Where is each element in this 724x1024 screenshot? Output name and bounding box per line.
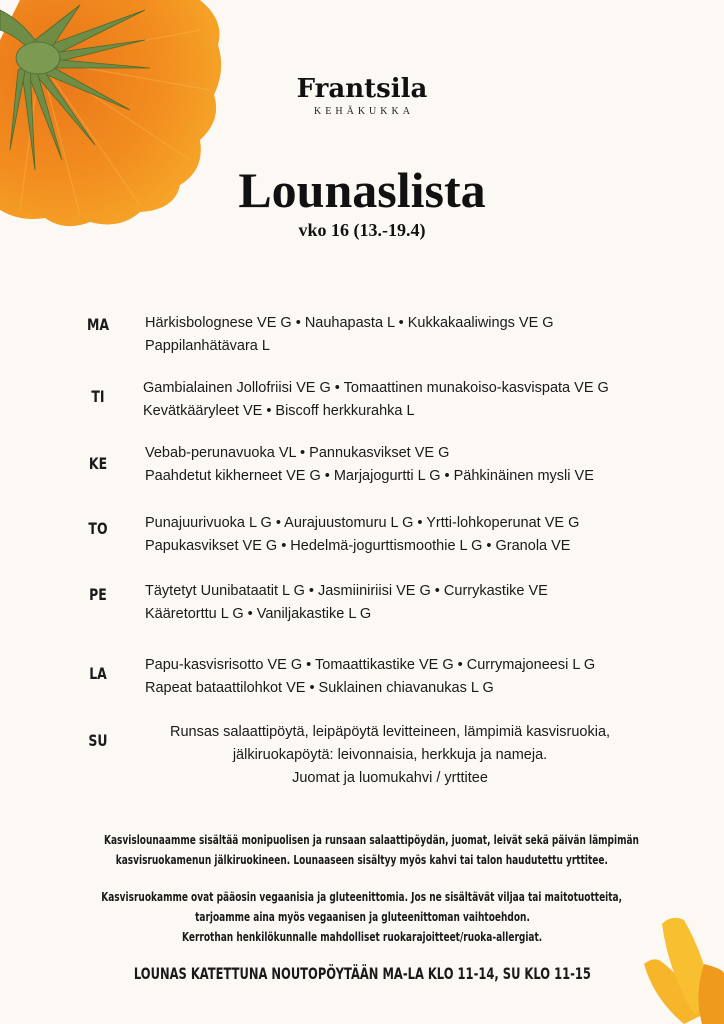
week-label: vko 16 (13.-19.4) (298, 220, 426, 240)
day-items (145, 512, 579, 558)
day-code: TO (88, 519, 108, 538)
menu-line: jälkiruokapöytä: leivonnaisia, herkkuja ja nameja. (232, 747, 548, 763)
day-items (145, 580, 548, 626)
info-line: Kasvisruokamme ovat pääosin vegaanisia ja gluteenittomia. Jos ne sisältävät viljaa tai maitotuotteita, (101, 889, 623, 904)
menu-line: Rapeat bataattilohkot VE • Suklainen chiavanukas L G (145, 680, 494, 696)
day-code: LA (89, 664, 107, 683)
info-paragraph-2 (0, 887, 724, 947)
opening-hours (0, 964, 724, 983)
info-line: kasvisruokamenun jälkiruokineen. Lounaaseen sisältyy myös kahvi tai talon haudutettu yrttitee. (115, 852, 609, 867)
brand-name: Frantsila (296, 74, 428, 104)
day-code: SU (88, 731, 108, 750)
page-title: Lounaslista (238, 162, 486, 218)
menu-line: Juomat ja luomukahvi / yrttitee (292, 770, 488, 786)
menu-line: Kääretorttu L G • Vaniljakastike L G (145, 606, 372, 622)
brand-subtitle: KEHÄKUKKA (314, 106, 414, 117)
day-items (145, 442, 594, 488)
brand-logo (0, 74, 724, 117)
day-items (145, 312, 554, 358)
menu-line: Täytetyt Uunibataatit L G • Jasmiiniriisi VE G • Currykastike VE (145, 583, 548, 599)
info-line: tarjoamme aina myös vegaanisen ja gluteenittoman vaihtoehdon. (194, 909, 530, 924)
day-code: MA (86, 315, 110, 334)
menu-line: Punajuurivuoka L G • Aurajuustomuru L G • Yrtti-lohkoperunat VE G (145, 515, 580, 531)
opening-hours-text: LOUNAS KATETTUNA NOUTOPÖYTÄÄN MA-LA KLO 11-14, SU KLO 11-15 (133, 964, 591, 983)
menu-line: Papukasvikset VE G • Hedelmä-jogurttismoothie L G • Granola VE (145, 538, 571, 554)
menu-line: Runsas salaattipöytä, leipäpöytä levitteineen, lämpimiä kasvisruokia, (169, 724, 611, 740)
menu-line: Gambialainen Jollofriisi VE G • Tomaattinen munakoiso-kasvispata VE G (143, 380, 609, 396)
info-line: Kasvislounaamme sisältää monipuolisen ja runsaan salaattipöydän, juomat, leivät sekä päivän lämpimän (104, 832, 639, 847)
day-code: TI (91, 387, 105, 406)
menu-line: Härkisbolognese VE G • Nauhapasta L • Kukkakaaliwings VE G (145, 315, 554, 331)
day-code: KE (88, 454, 108, 473)
menu-line: Kevätkääryleet VE • Biscoff herkkurahka L (143, 403, 415, 419)
menu-line: Vebab-perunavuoka VL • Pannukasvikset VE G (145, 445, 450, 461)
day-items (143, 377, 609, 423)
menu-line: Pappilanhätävara L (145, 338, 270, 354)
menu-line: Paahdetut kikherneet VE G • Marjajogurtti L G • Pähkinäinen mysli VE (145, 468, 594, 484)
info-paragraph-1 (0, 830, 724, 870)
day-items (145, 654, 595, 700)
day-items (140, 721, 640, 790)
menu-line: Papu-kasvisrisotto VE G • Tomaattikastike VE G • Currymajoneesi L G (145, 657, 596, 673)
info-line: Kerrothan henkilökunnalle mahdolliset ruokarajoitteet/ruoka-allergiat. (181, 929, 543, 944)
day-code: PE (89, 585, 107, 604)
